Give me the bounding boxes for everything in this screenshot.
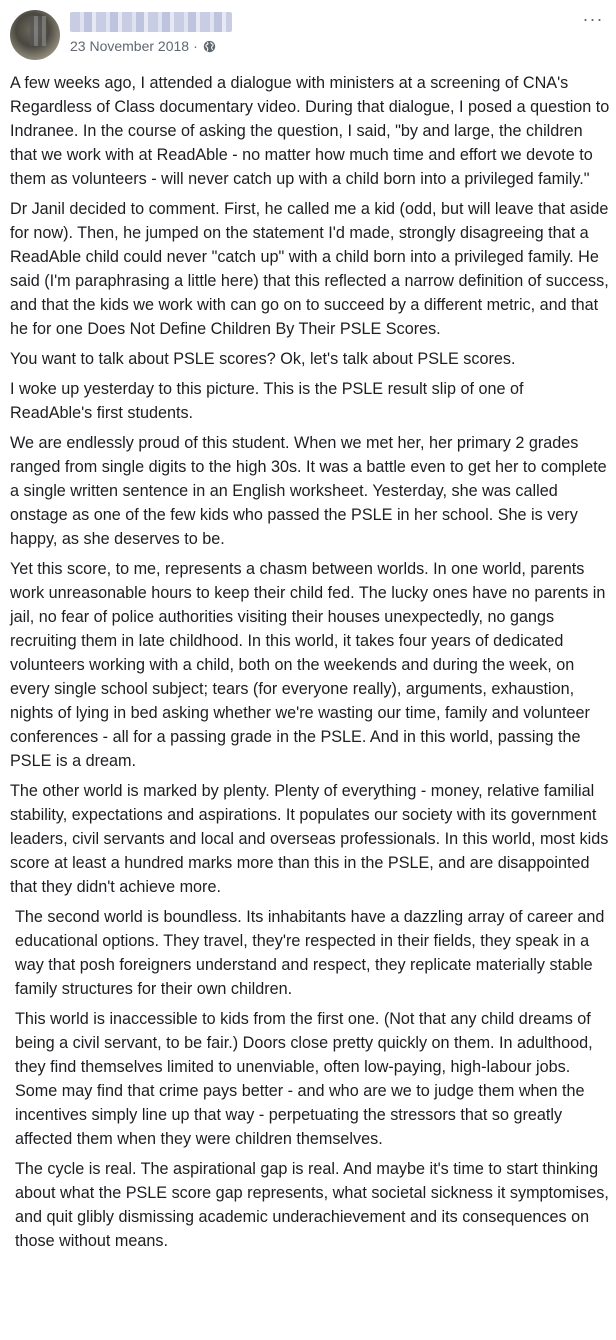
meta-separator: ·	[193, 38, 198, 54]
post-header	[0, 0, 616, 68]
more-options-icon[interactable]: ···	[582, 9, 604, 29]
post-date[interactable]: 23 November 2018	[70, 38, 190, 54]
avatar-redaction	[30, 16, 46, 46]
avatar[interactable]	[10, 10, 60, 60]
post-paragraph-10: The cycle is real. The aspirational gap is real. And maybe it's time to start thinking about what the PSLE score gap represents, what societal sickness it symptomises, and quit glibly dismissing academic underachievement and its consequences on those without means.	[15, 1160, 609, 1250]
globe-icon[interactable]	[203, 40, 216, 53]
post-paragraph-5: We are endlessly proud of this student. When we met her, her primary 2 grades ranged from single digits to the high 30s. It was a battle even to get her to complete a single written sentence in an English worksheet. Yesterday, she was called onstage as one of the few kids who passed the PSLE in her school. She is very happy, as she deserves to be.	[10, 434, 607, 548]
post-paragraph-9: This world is inaccessible to kids from the first one. (Not that any child dreams of being a civil servant, to be fair.) Doors close pretty quickly on them. In adulthood, they find themselves limited to unenviable, often low-paying, high-labour jobs. Some may find that crime pays better - and who are we to judge them when the incentives simply line up that way - perpetuating the stressors that so greatly affected them when they were children themselves.	[15, 1010, 593, 1148]
post-meta	[70, 37, 216, 55]
post-paragraph-1: A few weeks ago, I attended a dialogue with ministers at a screening of CNA's Regardless of Class documentary video. During that dialogue, I posed a question to Indranee. In the course of asking the question, I said, "by and large, the children that we work with at ReadAble - no matter how much time and effort we devote to them as volunteers - will never catch up with a child born into a privileged family."	[10, 74, 610, 188]
post-paragraph-2: Dr Janil decided to comment. First, he called me a kid (odd, but will leave that aside for now). Then, he jumped on the statement I'd made, strongly disagreeing that a ReadAble child could never "catch up" with a child born into a privileged family. He said (I'm paraphrasing a little here) that this reflected a narrow definition of success, and that the kids we work with can go on to succeed by a different metric, and that he for one Does Not Define Children By Their PSLE Scores.	[10, 200, 609, 338]
post-paragraph-6: Yet this score, to me, represents a chasm between worlds. In one world, parents work unreasonable hours to keep their child fed. The lucky ones have no parents in jail, no fear of police authorities visiting their houses unexpectedly, no gangs recruiting them in late childhood. In this world, it takes four years of dedicated volunteers working with a child, both on the weekends and during the week, on every single school subject; tears (for everyone really), arguments, exhaustion, nights of lying in bed asking whether we're wasting our time, family and volunteer conferences - all for a passing grade in the PSLE. And in this world, passing the PSLE is a dream.	[10, 560, 606, 770]
post-paragraph-7: The other world is marked by plenty. Plenty of everything - money, relative familial stability, expectations and aspirations. It populates our society with its government leaders, civil servants and local and overseas professionals. In this world, most kids score at least a hundred marks more than this in the PSLE, and are disappointed that they didn't achieve more.	[10, 782, 609, 896]
post-paragraph-3: You want to talk about PSLE scores? Ok, let's talk about PSLE scores.	[10, 350, 516, 368]
post-body	[10, 71, 610, 1259]
post-paragraph-4: I woke up yesterday to this picture. This is the PSLE result slip of one of ReadAble's first students.	[10, 380, 524, 422]
author-name-redacted[interactable]	[70, 12, 232, 32]
post-paragraph-8: The second world is boundless. Its inhabitants have a dazzling array of career and educational options. They travel, they're respected in their fields, they speak in a way that posh foreigners understand and respect, they replicate materially stable family structures for their own children.	[15, 908, 605, 998]
